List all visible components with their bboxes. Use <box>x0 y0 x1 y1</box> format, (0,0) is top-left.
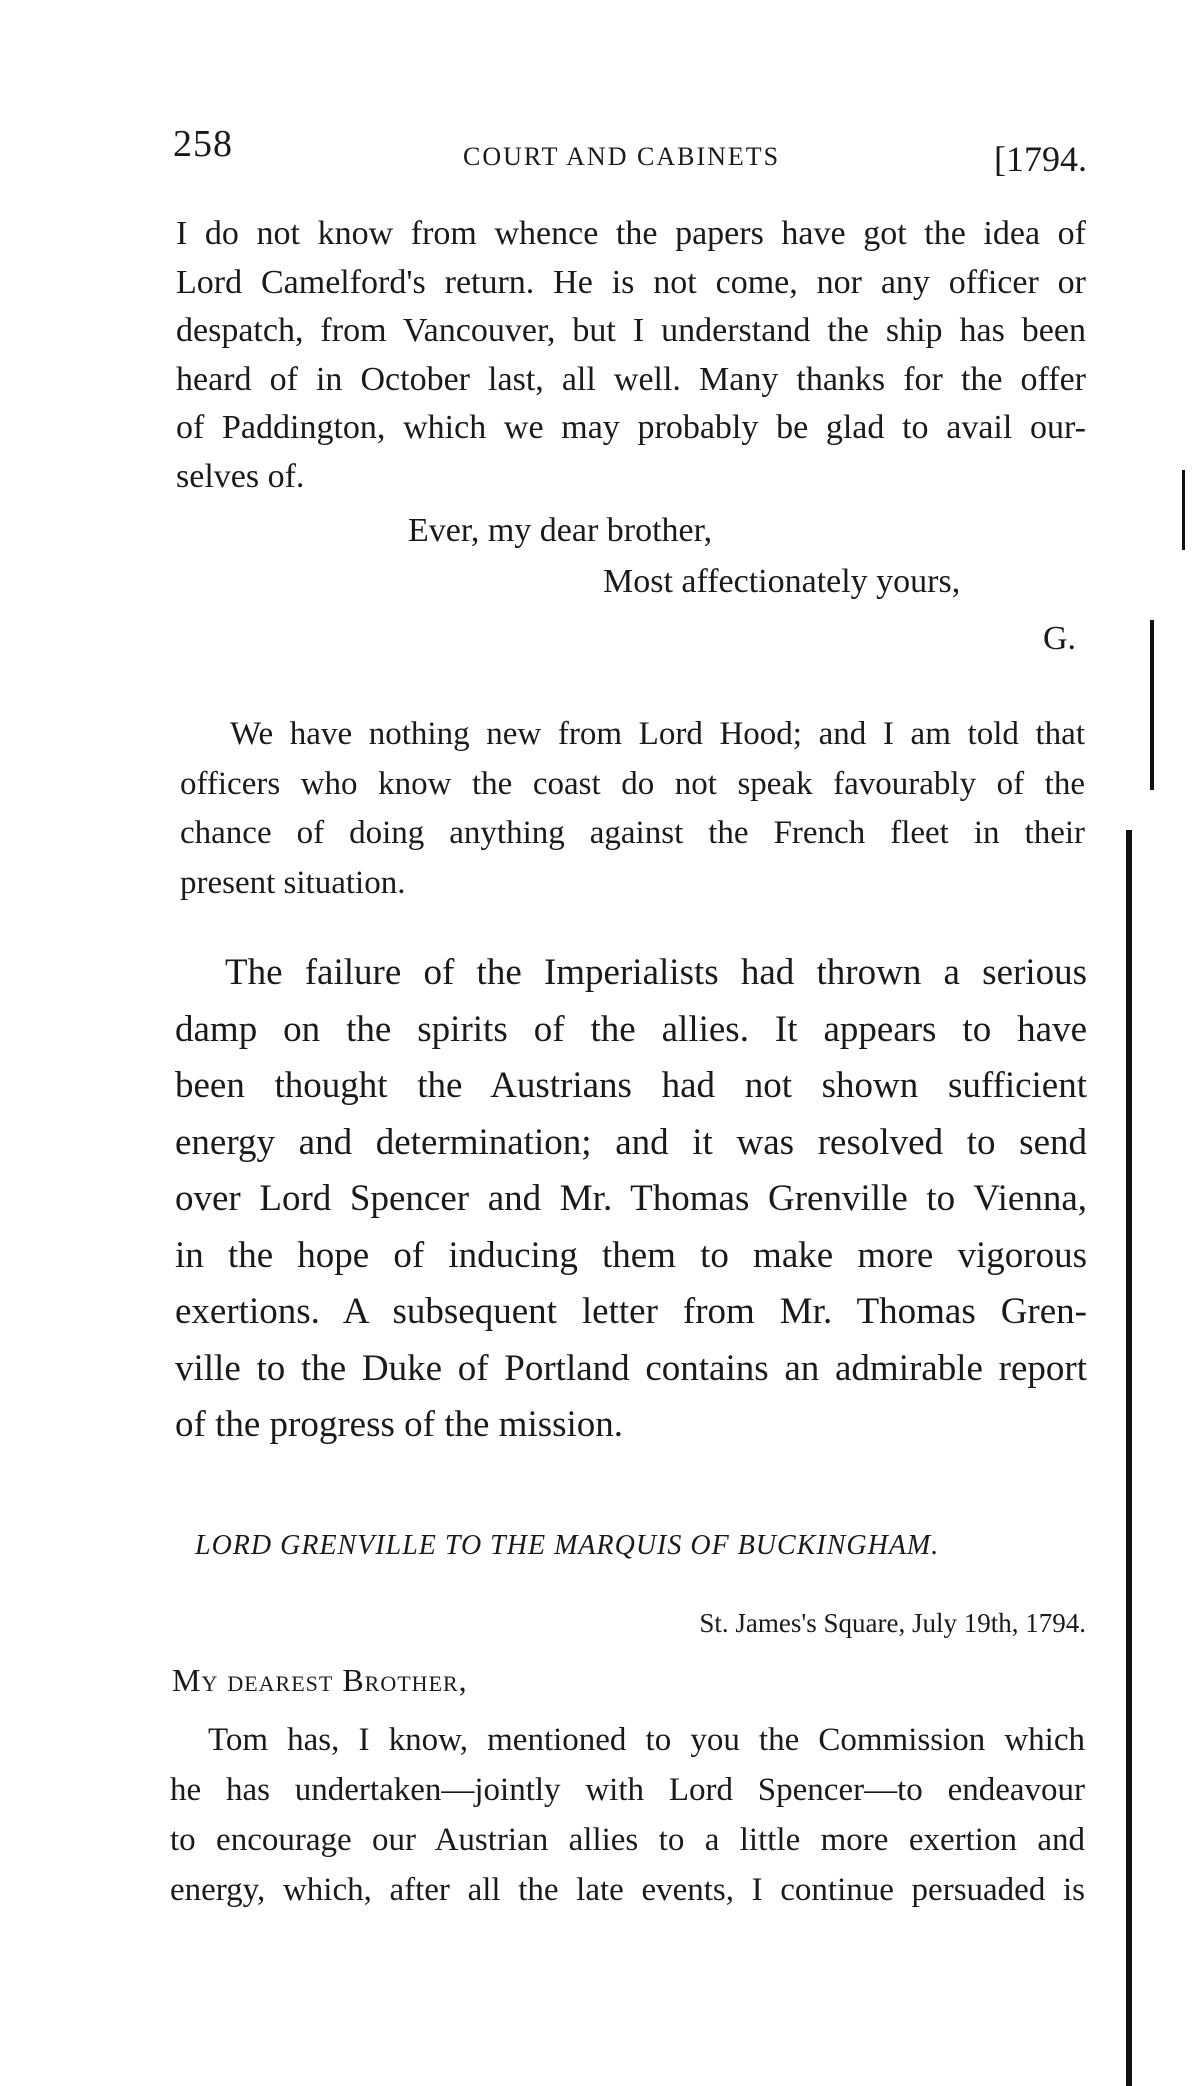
text-line: ville to the Duke of Portland contains an admirable report <box>175 1347 1087 1389</box>
letter-conclusion <box>176 210 1086 501</box>
letter-body <box>170 1715 1085 1915</box>
text-line: energy and determination; and it was resolved to send <box>175 1121 1087 1163</box>
text-line: chance of doing anything against the French fleet in their <box>180 815 1085 851</box>
text-line: The failure of the Imperialists had thrown a serious <box>225 952 1087 993</box>
postscript <box>180 710 1085 908</box>
text-line: I do not know from whence the papers have got the idea of <box>176 215 1086 252</box>
text-line: officers who know the coast do not speak favourably of the <box>180 765 1085 802</box>
text-line: over Lord Spencer and Mr. Thomas Grenville to Vienna, <box>175 1178 1087 1219</box>
text-line: damp on the spirits of the allies. It appears to have <box>175 1008 1087 1050</box>
letter-dateline: St. James's Square, July 19th, 1794. <box>699 1608 1086 1638</box>
letter-closing: Ever, my dear brother, <box>408 512 713 549</box>
page-edge-shadow <box>1126 830 1132 2086</box>
running-title: COURT AND CABINETS <box>463 142 781 171</box>
letter-salutation: My dearest Brother, <box>172 1662 468 1698</box>
text-line: in the hope of inducing them to make more vigorous <box>175 1234 1087 1276</box>
page-edge-shadow <box>1182 470 1185 550</box>
letter-heading: LORD GRENVILLE TO THE MARQUIS OF BUCKINGHAM. <box>195 1530 940 1561</box>
text-line: heard of in October last, all well. Many thanks for the offer <box>176 360 1086 398</box>
page-header <box>173 122 1093 179</box>
text-line: to encourage our Austrian allies to a little more exertion and <box>170 1822 1085 1858</box>
text-line: he has undertaken—jointly with Lord Spencer—to endeavour <box>170 1772 1085 1808</box>
page-number: 258 <box>173 123 233 165</box>
text-line: despatch, from Vancouver, but I understand the ship has been <box>176 312 1086 349</box>
text-line: Lord Camelford's return. He is not come, nor any officer or <box>176 263 1086 301</box>
text-line: Tom has, I know, mentioned to you the Commission which <box>208 1722 1085 1758</box>
letter-signature: G. <box>1043 620 1077 657</box>
text-line: of Paddington, which we may probably be glad to avail our- <box>176 409 1086 446</box>
letter-closing: Most affectionately yours, <box>603 563 961 600</box>
text-line: of the progress of the mission. <box>175 1404 624 1445</box>
header-year: [1794. <box>994 139 1087 179</box>
text-line: present situation. <box>180 864 406 901</box>
text-line: exertions. A subsequent letter from Mr. Thomas Gren- <box>175 1291 1087 1332</box>
page-edge-shadow <box>1150 620 1154 790</box>
text-line: been thought the Austrians had not shown sufficient <box>175 1065 1087 1106</box>
text-line: energy, which, after all the late events, I continue persuaded is <box>170 1872 1085 1908</box>
text-line: We have nothing new from Lord Hood; and I am told that <box>230 716 1085 752</box>
narrative-paragraph <box>175 945 1087 1454</box>
text-line: selves of. <box>176 457 305 495</box>
